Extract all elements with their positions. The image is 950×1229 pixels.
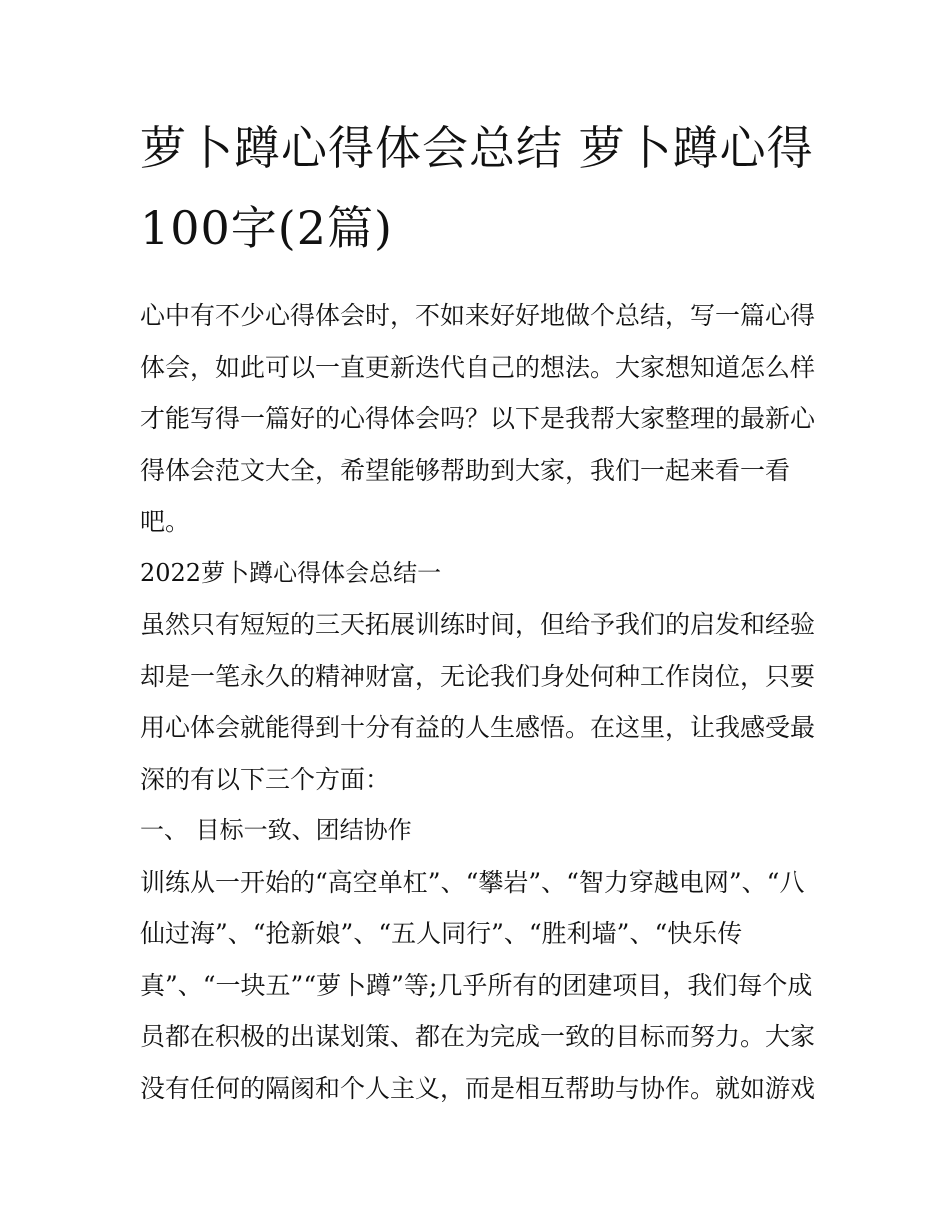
section-heading: 2022萝卜蹲心得体会总结一	[140, 558, 442, 587]
document-title: 萝卜蹲心得体会总结 萝卜蹲心得100字(2篇)	[140, 121, 814, 255]
intro-paragraph: 心中有不少心得体会时，不如来好好地做个总结，写一篇心得体会，如此可以一直更新迭代自己的想法。大家想知道怎么样才能写得一篇好的心得体会吗？以下是我帮大家整理的最新心得体会范文大全，希望能够帮助到大家，我们一起来看一看吧。	[140, 301, 816, 536]
point-heading: 一、 目标一致、团结协作	[140, 816, 412, 844]
document-body	[140, 108, 820, 1114]
point-paragraph: 训练从一开始的“高空单杠”、“攀岩”、“智力穿越电网”、“八仙过海”、“抢新娘”、“五人同行”、“胜利墙”、“快乐传真”、“一块五”“萝卜蹲”等;几乎所有的团建项目，我们每个成员都在积极的出谋划策、都在为完成一致的目标而努力。大家没有任何的隔阂和个人主义，而是相互帮助与协作。就如游戏	[140, 867, 816, 1103]
section-paragraph: 虽然只有短短的三天拓展训练时间，但给予我们的启发和经验却是一笔永久的精神财富，无论我们身处何种工作岗位，只要用心体会就能得到十分有益的人生感悟。在这里，让我感受最深的有以下三个方面：	[140, 610, 816, 794]
